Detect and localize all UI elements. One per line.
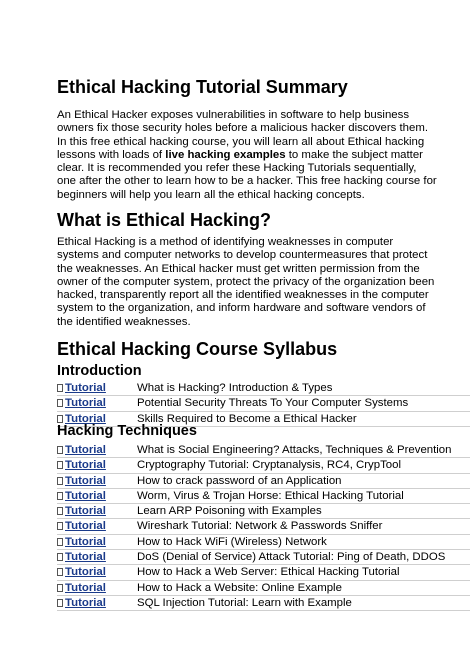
tutorial-description: What is Social Engineering? Attacks, Techniques & Prevention (137, 444, 452, 456)
tutorial-link[interactable] (57, 381, 106, 395)
checkbox-icon (57, 584, 63, 592)
what-line: systems and computer networks to develop countermeasures that protect (57, 249, 428, 262)
table-row (57, 504, 470, 519)
table-row (57, 381, 470, 396)
syllabus-heading: Ethical Hacking Course Syllabus (57, 339, 338, 359)
tutorial-link-label: Tutorial (65, 444, 106, 456)
tutorial-link[interactable] (57, 489, 106, 503)
tutorial-link-label: Tutorial (65, 382, 106, 394)
tutorial-description: SQL Injection Tutorial: Learn with Example (137, 596, 352, 609)
what-line: system to the organization, and inform hardware and software vendors of (57, 302, 426, 315)
tutorial-link[interactable] (57, 458, 106, 472)
tutorial-description: Learn ARP Poisoning with Examples (137, 505, 322, 518)
checkbox-icon (57, 384, 63, 392)
checkbox-icon (57, 538, 63, 546)
what-line: the weaknesses. An Ethical hacker must get written permission from the (57, 262, 420, 275)
summary-line: In this free ethical hacking course, you will learn all about Ethical hacking (57, 135, 425, 148)
checkbox-icon (57, 492, 63, 500)
table-row (57, 596, 470, 611)
tutorial-link[interactable] (57, 535, 106, 549)
checkbox-icon (57, 446, 63, 454)
checkbox-icon (57, 568, 63, 576)
table-row (57, 458, 470, 473)
summary-line: lessons with loads of live hacking examples to make the subject matter (57, 148, 423, 161)
summary-line: beginners will help you learn all the ethical hacking concepts. (57, 188, 365, 201)
tutorial-description: How to Hack WiFi (Wireless) Network (137, 535, 327, 548)
tutorial-link-label: Tutorial (65, 596, 106, 609)
what-line: the identified weaknesses. (57, 315, 191, 328)
summary-line: An Ethical Hacker exposes vulnerabilities in software to help business (57, 109, 410, 121)
tutorial-link[interactable] (57, 519, 106, 533)
table-row (57, 519, 470, 534)
tutorial-description: Worm, Virus & Trojan Horse: Ethical Hacking Tutorial (137, 489, 404, 502)
tutorial-link[interactable] (57, 504, 106, 518)
summary-paragraph (57, 109, 457, 202)
checkbox-icon (57, 522, 63, 530)
tutorial-link-label: Tutorial (65, 520, 106, 533)
tutorial-link-label: Tutorial (65, 412, 106, 425)
what-paragraph (57, 236, 457, 329)
techniques-table (57, 443, 470, 611)
tutorial-link-label: Tutorial (65, 535, 106, 548)
table-row (57, 535, 470, 550)
summary-heading: Ethical Hacking Tutorial Summary (57, 77, 348, 97)
tutorial-link[interactable] (57, 596, 106, 610)
tutorial-link[interactable] (57, 565, 106, 579)
what-heading: What is Ethical Hacking? (57, 210, 272, 230)
what-line: hacked, transparently report all the identified weaknesses in the computer (57, 289, 429, 302)
tutorial-link-label: Tutorial (65, 551, 106, 564)
tutorial-description: How to Hack a Web Server: Ethical Hacking Tutorial (137, 566, 400, 579)
tutorial-link-label: Tutorial (65, 566, 106, 579)
checkbox-icon (57, 461, 63, 469)
table-row (57, 396, 470, 411)
checkbox-icon (57, 507, 63, 515)
tutorial-description: How to crack password of an Application (137, 474, 342, 487)
tutorial-link-label: Tutorial (65, 397, 106, 410)
summary-line: owners fix those security holes before a malicious hacker discovers them. (57, 122, 428, 135)
tutorial-link[interactable] (57, 443, 106, 457)
table-row (57, 565, 470, 580)
introduction-heading: Introduction (57, 363, 142, 379)
table-row (57, 550, 470, 565)
tutorial-link-label: Tutorial (65, 459, 106, 472)
tutorial-description: Wireshark Tutorial: Network & Passwords Sniffer (137, 520, 383, 533)
introduction-table (57, 381, 470, 427)
tutorial-description: Potential Security Threats To Your Computer Systems (137, 397, 409, 410)
summary-line: clear. It is recommended you refer these Hacking Tutorials sequentially, (57, 162, 417, 175)
checkbox-icon (57, 399, 63, 407)
tutorial-description: How to Hack a Website: Online Example (137, 581, 342, 594)
checkbox-icon (57, 599, 63, 607)
what-line: owner of the computer system, protect the privacy of the organization been (57, 275, 435, 288)
tutorial-link[interactable] (57, 581, 106, 595)
checkbox-icon (57, 553, 63, 561)
what-line: Ethical Hacking is a method of identifying weaknesses in computer (57, 236, 394, 248)
tutorial-description: Skills Required to Become a Ethical Hacker (137, 412, 357, 425)
tutorial-description: DoS (Denial of Service) Attack Tutorial: Ping of Death, DDOS (137, 551, 446, 564)
table-row (57, 474, 470, 489)
table-row (57, 489, 470, 504)
table-row (57, 581, 470, 596)
tutorial-link-label: Tutorial (65, 505, 106, 518)
checkbox-icon (57, 477, 63, 485)
bold-phrase: live hacking examples (165, 148, 286, 161)
summary-line: one after the other to learn how to be a hacker. This free hacking course for (57, 175, 437, 188)
tutorial-link-label: Tutorial (65, 489, 106, 502)
tutorial-link-label: Tutorial (65, 581, 106, 594)
tutorial-description: What is Hacking? Introduction & Types (137, 382, 333, 394)
tutorial-link[interactable] (57, 474, 106, 488)
table-row (57, 443, 470, 458)
tutorial-link-label: Tutorial (65, 474, 106, 487)
tutorial-description: Cryptography Tutorial: Cryptanalysis, RC4, CrypTool (137, 459, 401, 472)
tutorial-link[interactable] (57, 550, 106, 564)
tutorial-link[interactable] (57, 396, 106, 410)
techniques-heading: Hacking Techniques (57, 423, 197, 439)
